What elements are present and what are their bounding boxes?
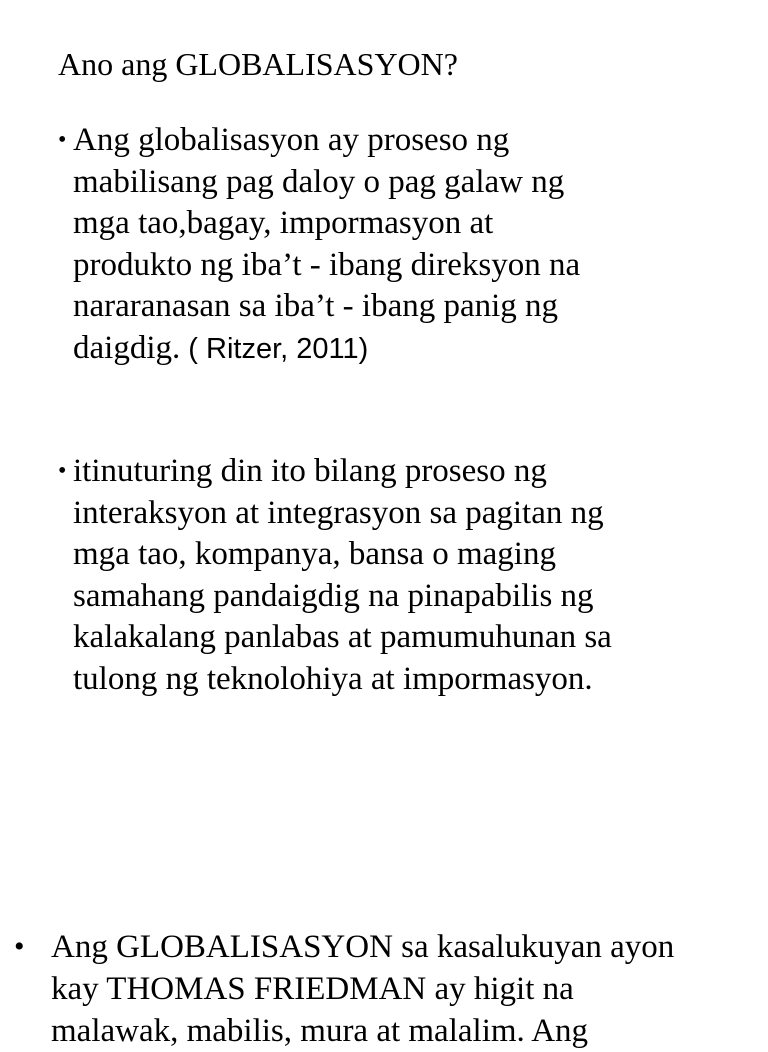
bullet-marker: • <box>58 127 67 153</box>
friedman-bullet <box>14 926 754 1049</box>
citation: ( Ritzer, 2011) <box>180 332 369 365</box>
bullet-line: daigdig. <box>73 329 181 366</box>
bullet-line: kay THOMAS FRIEDMAN ay higit na <box>51 971 574 1007</box>
bullet-line: kalakalang panlabas at pamumuhunan sa <box>73 619 612 655</box>
bullet-line: mga tao, kompanya, bansa o maging <box>73 536 556 572</box>
bullet-line-partial: malawak, mabilis, mura at malalim. Ang <box>51 1013 589 1049</box>
bullet-line: samahang pandaigdig na pinapabilis ng <box>73 577 594 614</box>
bullet-line: interaksyon at integrasyon sa pagitan ng <box>73 494 604 531</box>
bullet-line: mga tao,bagay, impormasyon at <box>73 205 494 241</box>
bullet-line: itinuturing din ito bilang proseso ng <box>73 453 547 489</box>
definition-bullet <box>58 120 748 370</box>
page-title: Ano ang GLOBALISASYON? <box>58 46 458 82</box>
bullet-line: Ang globalisasyon ay proseso ng <box>73 122 510 158</box>
bullet-line: nararanasan sa iba’t - ibang panig ng <box>73 288 559 324</box>
bullet-line: Ang GLOBALISASYON sa kasalukuyan ayon <box>51 929 675 965</box>
bullet-line: mabilisang pag daloy o pag galaw ng <box>73 163 565 200</box>
bullet-marker: • <box>58 458 67 484</box>
bullet-line: produkto ng iba’t - ibang direksyon na <box>73 246 581 283</box>
interaction-bullet <box>58 451 748 700</box>
bullet-marker: • <box>14 930 25 963</box>
bullet-line: tulong ng teknolohiya at impormasyon. <box>73 660 593 697</box>
